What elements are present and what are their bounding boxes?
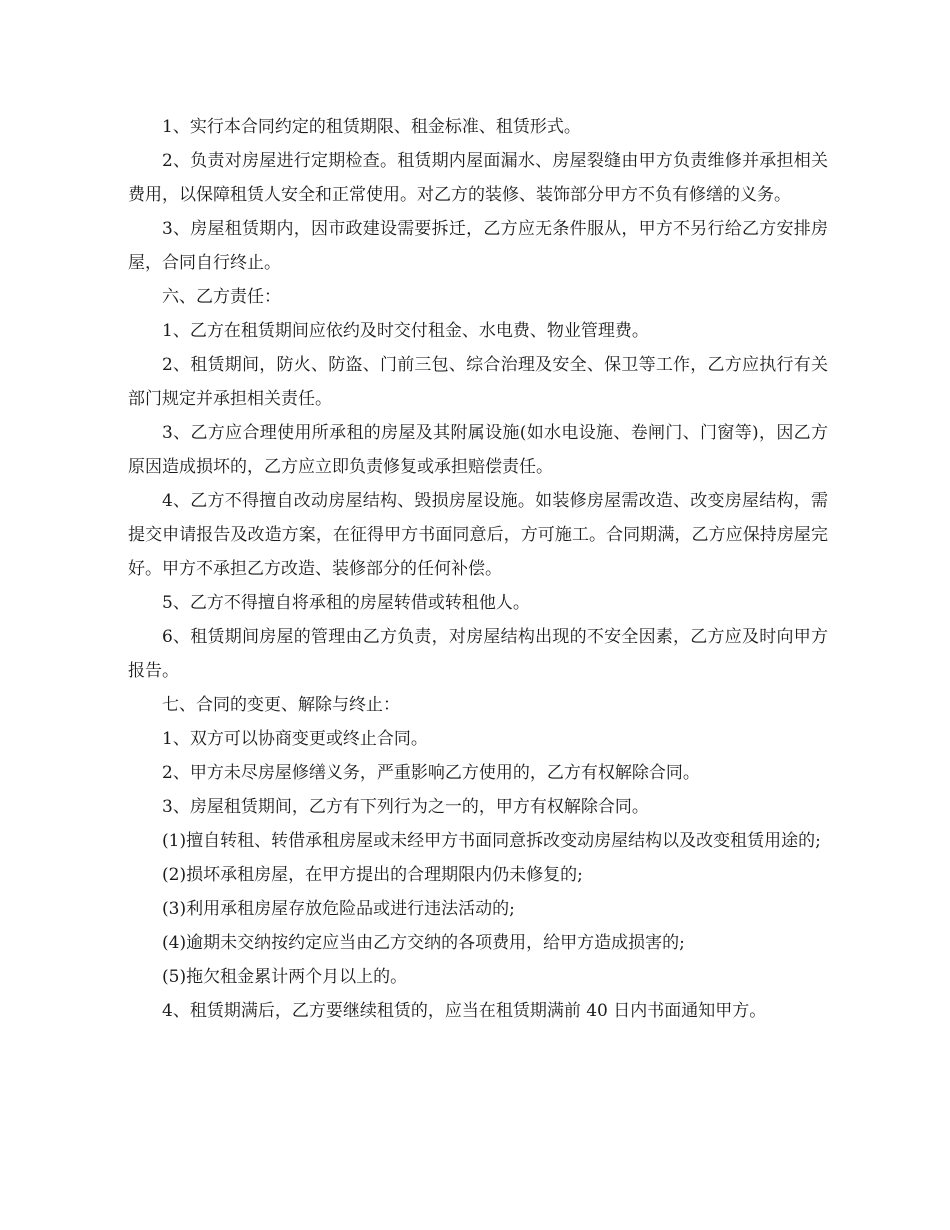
sub-item-1: (1)擅自转租、转借承租房屋或未经甲方书面同意拆改变动房屋结构以及改变租赁用途的;: [162, 831, 821, 851]
paragraph-tenant-duty-2: 2、租赁期间，防火、防盗、门前三包、综合治理及安全、保卫等工作，乙方应执行有关部门规定并承担相关责任。: [128, 355, 828, 409]
section-heading-contract-change: 七、合同的变更、解除与终止：: [162, 695, 400, 715]
paragraph-change-1: 1、双方可以协商变更或终止合同。: [162, 729, 428, 749]
paragraph-landlord-duty-1: 1、实行本合同约定的租赁期限、租金标准、租赁形式。: [162, 117, 581, 137]
paragraph-landlord-duty-3: 3、房屋租赁期内，因市政建设需要拆迁，乙方应无条件服从，甲方不另行给乙方安排房屋，合同自行终止。: [128, 219, 828, 273]
sub-item-3: (3)利用承租房屋存放危险品或进行违法活动的;: [162, 899, 515, 919]
sub-item-4: (4)逾期未交纳按约定应当由乙方交纳的各项费用，给甲方造成损害的;: [162, 933, 685, 953]
paragraph-tenant-duty-3: 3、乙方应合理使用所承租的房屋及其附属设施(如水电设施、卷闸门、门窗等)，因乙方原因造成损坏的，乙方应立即负责修复或承担赔偿责任。: [128, 423, 828, 477]
paragraph-landlord-duty-2: 2、负责对房屋进行定期检查。租赁期内屋面漏水、房屋裂缝由甲方负责维修并承担相关费用，以保障租赁人安全和正常使用。对乙方的装修、装饰部分甲方不负有修缮的义务。: [128, 151, 828, 205]
paragraph-tenant-duty-5: 5、乙方不得擅自将承租的房屋转借或转租他人。: [162, 593, 530, 613]
sub-item-5: (5)拖欠租金累计两个月以上的。: [162, 967, 408, 987]
paragraph-tenant-duty-1: 1、乙方在租赁期间应依约及时交付租金、水电费、物业管理费。: [162, 321, 649, 341]
paragraph-tenant-duty-4: 4、乙方不得擅自改动房屋结构、毁损房屋设施。如装修房屋需改造、改变房屋结构，需提交申请报告及改造方案，在征得甲方书面同意后，方可施工。合同期满，乙方应保持房屋完好。甲方不承担乙方改造、装修部分的任何补偿。: [128, 491, 828, 579]
paragraph-change-2: 2、甲方未尽房屋修缮义务，严重影响乙方使用的，乙方有权解除合同。: [162, 763, 700, 783]
paragraph-change-3: 3、房屋租赁期间，乙方有下列行为之一的，甲方有权解除合同。: [162, 797, 649, 817]
sub-item-2: (2)损坏承租房屋，在甲方提出的合理期限内仍未修复的;: [162, 865, 583, 885]
paragraph-change-4: 4、租赁期满后，乙方要继续租赁的，应当在租赁期满前 40 日内书面通知甲方。: [162, 1001, 767, 1021]
section-heading-tenant-duties: 六、乙方责任：: [162, 287, 281, 307]
paragraph-tenant-duty-6: 6、租赁期间房屋的管理由乙方负责，对房屋结构出现的不安全因素，乙方应及时向甲方报告。: [128, 627, 828, 681]
document-body: [128, 110, 828, 1028]
